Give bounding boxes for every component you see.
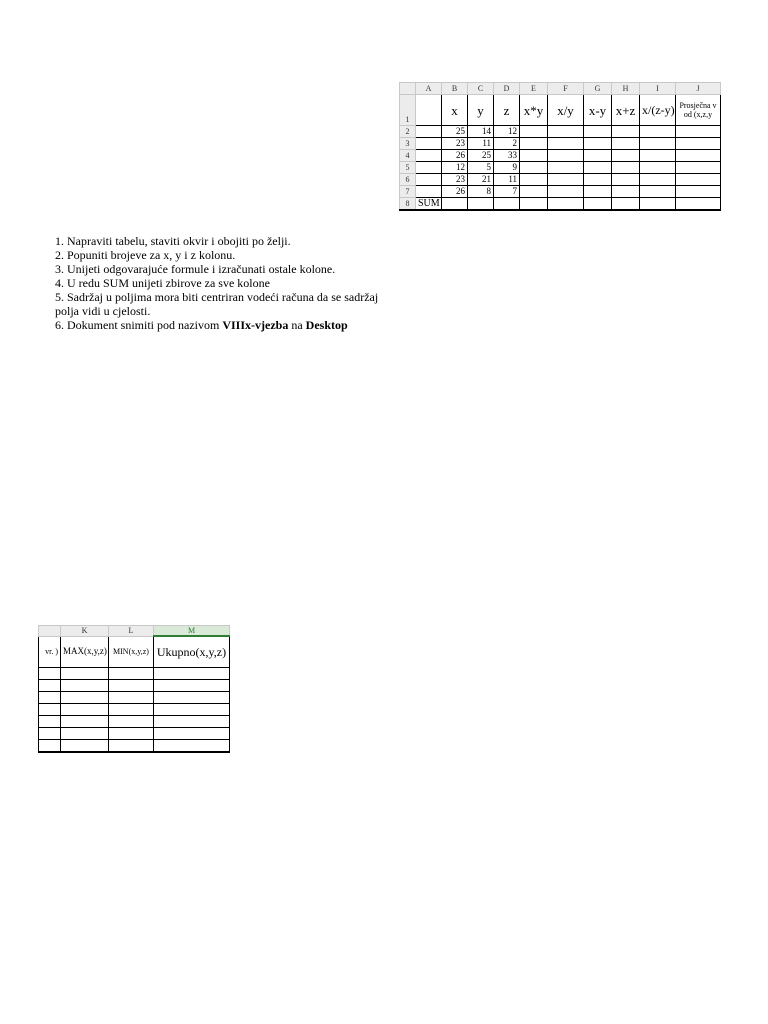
row-number: 1 — [400, 95, 416, 126]
table-cell — [584, 150, 612, 162]
table-cell — [154, 716, 230, 728]
column-letter: D — [494, 83, 520, 95]
table-row — [39, 692, 230, 704]
table-cell — [154, 704, 230, 716]
column-letter-selected: M — [154, 626, 230, 637]
header-cell: Prosječna v od (x,z,y — [676, 95, 721, 126]
table-cell — [612, 126, 640, 138]
table-cell — [640, 126, 676, 138]
column-letter: K — [61, 626, 109, 637]
table-cell — [584, 162, 612, 174]
value-cell: 8 — [468, 186, 494, 198]
table-cell — [494, 198, 520, 211]
table-cell — [154, 680, 230, 692]
table-cell — [109, 728, 154, 740]
row-number: 2 — [400, 126, 416, 138]
value-cell: 25 — [442, 126, 468, 138]
table-cell — [39, 680, 61, 692]
table-cell — [109, 680, 154, 692]
spreadsheet-table-main — [399, 82, 721, 211]
column-letter: J — [676, 83, 721, 95]
table-cell — [416, 150, 442, 162]
table-cell — [548, 138, 584, 150]
table-cell — [640, 198, 676, 211]
table-row — [39, 704, 230, 716]
table-cell — [39, 740, 61, 753]
table-cell — [154, 740, 230, 753]
header-cell: x-y — [584, 95, 612, 126]
table-cell — [548, 174, 584, 186]
table-cell — [612, 174, 640, 186]
row-number: 5 — [400, 162, 416, 174]
table-cell — [612, 150, 640, 162]
row-number: 7 — [400, 186, 416, 198]
value-cell: 11 — [468, 138, 494, 150]
row-number: 8 — [400, 198, 416, 211]
table-row — [39, 680, 230, 692]
table-cell — [416, 162, 442, 174]
save-location: Desktop — [305, 318, 348, 332]
header-cell: x — [442, 95, 468, 126]
table-row — [400, 150, 721, 162]
row-number: 4 — [400, 150, 416, 162]
value-cell: 9 — [494, 162, 520, 174]
header-cell: vr. ) — [39, 636, 61, 668]
table-cell — [676, 198, 721, 211]
table-cell — [39, 728, 61, 740]
table-cell — [154, 728, 230, 740]
column-letter: B — [442, 83, 468, 95]
column-letter: A — [416, 83, 442, 95]
table-cell — [612, 186, 640, 198]
instruction-text: 6. Dokument snimiti pod nazivom — [55, 318, 223, 332]
value-cell: 12 — [494, 126, 520, 138]
table-cell — [676, 126, 721, 138]
value-cell: 26 — [442, 186, 468, 198]
value-cell: 26 — [442, 150, 468, 162]
table-cell — [612, 162, 640, 174]
table-cell — [109, 704, 154, 716]
table-cell — [548, 186, 584, 198]
instruction-line — [55, 318, 415, 332]
table-cell — [612, 198, 640, 211]
table-row — [400, 174, 721, 186]
spreadsheet-table-extra — [38, 625, 230, 753]
value-cell: 23 — [442, 174, 468, 186]
instruction-line: polja vidi u cjelosti. — [55, 304, 151, 318]
header-cell: z — [494, 95, 520, 126]
table-cell — [468, 198, 494, 211]
table-cell — [584, 174, 612, 186]
table-row — [400, 126, 721, 138]
table-row — [39, 740, 230, 753]
table-cell — [584, 186, 612, 198]
value-cell: 21 — [468, 174, 494, 186]
value-cell: 7 — [494, 186, 520, 198]
table-cell — [584, 198, 612, 211]
table-cell — [584, 126, 612, 138]
value-cell: 11 — [494, 174, 520, 186]
table-cell — [676, 174, 721, 186]
spreadsheet-image-extra — [45, 625, 231, 765]
table-cell — [584, 138, 612, 150]
header-cell: Ukupno(x,y,z) — [154, 636, 230, 668]
table-row — [39, 728, 230, 740]
table-cell — [109, 692, 154, 704]
value-cell: 23 — [442, 138, 468, 150]
header-cell: MIN(x,y,z) — [109, 636, 154, 668]
instruction-line: 1. Napraviti tabelu, staviti okvir i obojiti po želji. — [55, 234, 291, 248]
value-cell: 5 — [468, 162, 494, 174]
header-cell — [416, 95, 442, 126]
table-cell — [520, 138, 548, 150]
column-letter: G — [584, 83, 612, 95]
table-cell — [109, 668, 154, 680]
spreadsheet-image-main — [399, 82, 719, 222]
row-number: 3 — [400, 138, 416, 150]
table-cell — [676, 162, 721, 174]
header-cell: y — [468, 95, 494, 126]
column-header-row — [39, 626, 230, 637]
table-row — [400, 162, 721, 174]
table-cell — [39, 704, 61, 716]
table-cell — [676, 150, 721, 162]
value-cell: 25 — [468, 150, 494, 162]
table-cell — [520, 186, 548, 198]
sum-label: SUM — [416, 198, 442, 211]
column-letter: I — [640, 83, 676, 95]
column-letter: F — [548, 83, 584, 95]
table-cell — [416, 174, 442, 186]
table-cell — [442, 198, 468, 211]
header-cell: x/(z-y) — [640, 95, 676, 126]
table-cell — [640, 186, 676, 198]
table-row — [39, 716, 230, 728]
table-cell — [640, 162, 676, 174]
sum-row — [400, 198, 721, 211]
column-letter: L — [109, 626, 154, 637]
table-row — [400, 95, 721, 126]
instruction-text: na — [288, 318, 306, 332]
table-row — [39, 668, 230, 680]
table-cell — [61, 680, 109, 692]
table-cell — [61, 728, 109, 740]
header-cell: x+z — [612, 95, 640, 126]
column-header-row — [400, 83, 721, 95]
table-cell — [676, 138, 721, 150]
table-cell — [416, 186, 442, 198]
table-cell — [61, 716, 109, 728]
table-cell — [676, 186, 721, 198]
column-letter: C — [468, 83, 494, 95]
table-cell — [416, 138, 442, 150]
value-cell: 2 — [494, 138, 520, 150]
instruction-line: 5. Sadržaj u poljima mora biti centriran vodeći računa da se sadržaj — [55, 290, 379, 304]
instruction-line: 4. U redu SUM unijeti zbirove za sve kolone — [55, 276, 270, 290]
table-cell — [61, 668, 109, 680]
instructions — [55, 234, 415, 332]
table-cell — [520, 150, 548, 162]
table-cell — [548, 198, 584, 211]
table-row — [39, 636, 230, 668]
table-cell — [61, 740, 109, 753]
table-cell — [61, 692, 109, 704]
table-cell — [520, 198, 548, 211]
table-cell — [612, 138, 640, 150]
header-cell: MAX(x,y,z) — [61, 636, 109, 668]
header-cell: x/y — [548, 95, 584, 126]
table-cell — [39, 668, 61, 680]
table-cell — [61, 704, 109, 716]
value-cell: 14 — [468, 126, 494, 138]
table-cell — [109, 716, 154, 728]
table-cell — [640, 150, 676, 162]
header-cell: x*y — [520, 95, 548, 126]
value-cell: 12 — [442, 162, 468, 174]
table-cell — [548, 162, 584, 174]
table-row — [400, 186, 721, 198]
table-cell — [548, 126, 584, 138]
table-row — [400, 138, 721, 150]
row-number: 6 — [400, 174, 416, 186]
table-cell — [640, 174, 676, 186]
table-cell — [520, 162, 548, 174]
file-name: VIIIx-vjezba — [222, 318, 289, 332]
instruction-line: 3. Unijeti odgovarajuće formule i izračunati ostale kolone. — [55, 262, 336, 276]
table-cell — [640, 138, 676, 150]
table-cell — [109, 740, 154, 753]
table-cell — [39, 716, 61, 728]
value-cell: 33 — [494, 150, 520, 162]
column-letter: H — [612, 83, 640, 95]
table-cell — [548, 150, 584, 162]
table-cell — [416, 126, 442, 138]
corner-cell — [400, 83, 416, 95]
instruction-line: 2. Popuniti brojeve za x, y i z kolonu. — [55, 248, 236, 262]
column-letter — [39, 626, 61, 637]
table-cell — [154, 692, 230, 704]
table-cell — [154, 668, 230, 680]
table-cell — [520, 126, 548, 138]
table-cell — [39, 692, 61, 704]
column-letter: E — [520, 83, 548, 95]
table-cell — [520, 174, 548, 186]
